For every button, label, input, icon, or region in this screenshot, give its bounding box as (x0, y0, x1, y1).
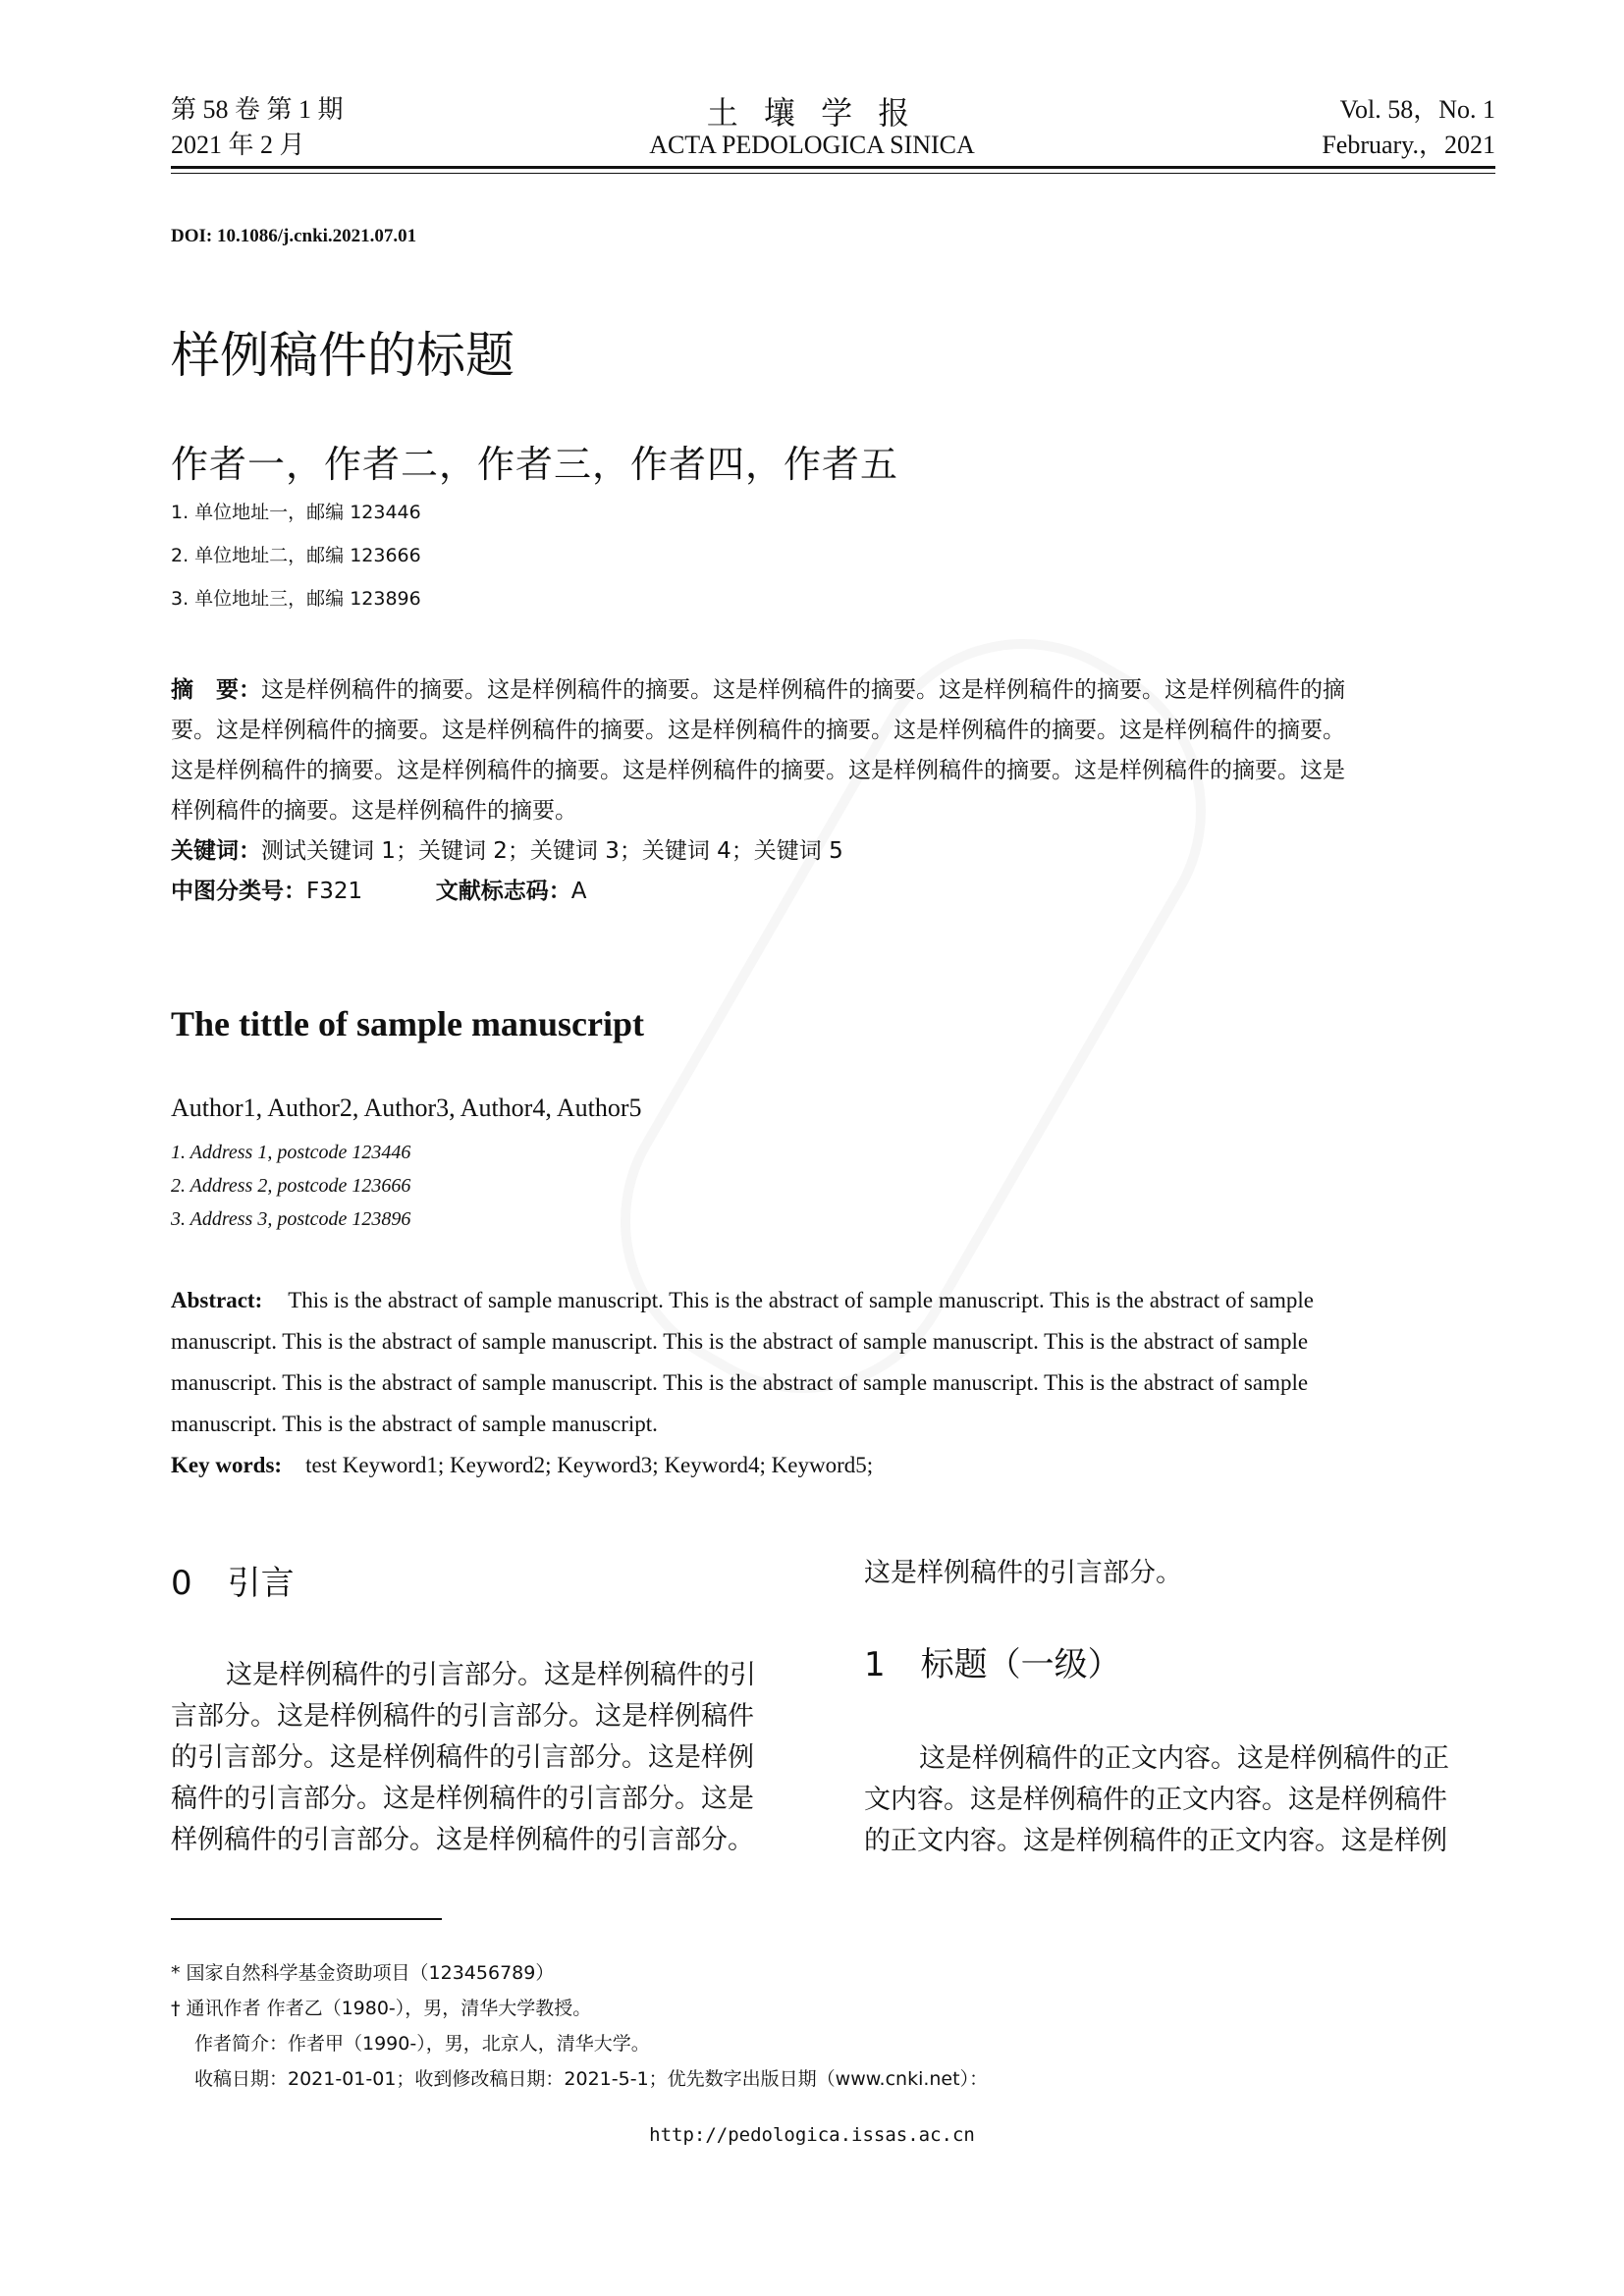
abstract-en-label: Abstract: (171, 1288, 263, 1312)
section-1-heading (864, 1637, 1121, 1685)
section-0-continued: 这是样例稿件的引言部分。 (864, 1558, 1182, 1588)
paper-title-en: The tittle of sample manuscript (171, 1004, 644, 1043)
keywords-en-label: Key words: (171, 1453, 283, 1477)
body-line: 的正文内容。这是样例稿件的正文内容。这是样例 (864, 1826, 1447, 1856)
footnotes (171, 1955, 1495, 2097)
body-line: 这是样例稿件的正文内容。这是样例稿件的正 (919, 1743, 1449, 1774)
abstract-cn-label: 摘 要： (171, 677, 261, 703)
header-rule-thin (171, 173, 1495, 174)
affiliation-cn: 3. 单位地址三，邮编 123896 (171, 588, 421, 610)
clc-label: 中图分类号： (171, 879, 306, 904)
journal-title-en: ACTA PEDOLOGICA SINICA (649, 131, 975, 159)
section-title: 标题（一级） (920, 1645, 1121, 1684)
affiliation-cn: 2. 单位地址二，邮编 123666 (171, 545, 421, 566)
dates-footnote: 收稿日期：2021-01-01；收到修改稿日期：2021-5-1；优先数字出版日期（www.cnki.net）： (194, 2068, 989, 2090)
affiliations-en (171, 1136, 410, 1236)
abstract-en-line: This is the abstract of sample manuscript. This is the abstract of sample manuscript. This is the abstract of sample (288, 1288, 1315, 1312)
journal-url[interactable]: http://pedologica.issas.ac.cn (649, 2124, 975, 2146)
journal-title-cn: 土 壤 学 报 (706, 94, 918, 132)
affiliation-en: 1. Address 1, postcode 123446 (171, 1142, 411, 1163)
keywords-cn-label: 关键词： (171, 838, 261, 864)
abstract-en-line: manuscript. This is the abstract of sample manuscript. This is the abstract of sample manuscript. This is the abstract of sample (171, 1329, 1309, 1354)
doc-code-label: 文献标志码： (435, 879, 571, 904)
body-line: 的引言部分。这是样例稿件的引言部分。这是样例 (171, 1742, 754, 1773)
affiliation-en: 3. Address 3, postcode 123896 (171, 1208, 411, 1230)
section-0-heading (171, 1556, 295, 1604)
affiliations-cn (171, 491, 421, 620)
body-line: 这是样例稿件的引言部分。这是样例稿件的引 (226, 1660, 756, 1690)
author-bio-footnote: 作者简介：作者甲（1990-），男，北京人，清华大学。 (194, 2033, 650, 2055)
body-line: 文内容。这是样例稿件的正文内容。这是样例稿件 (864, 1785, 1447, 1815)
date-en: February.，2021 (1322, 131, 1495, 159)
date-cn: 2021 年 2 月 (171, 131, 305, 159)
abstract-cn-line: 这是样例稿件的摘要。这是样例稿件的摘要。这是样例稿件的摘要。这是样例稿件的摘要。这是样例稿件的摘 (261, 677, 1345, 703)
section-1-body (864, 1738, 1495, 1862)
doi: DOI: 10.1086/j.cnki.2021.07.01 (171, 226, 417, 246)
abstract-en (171, 1280, 1495, 1486)
abstract-en-line: manuscript. This is the abstract of sample manuscript. This is the abstract of sample manuscript. This is the abstract of sample (171, 1370, 1309, 1395)
keywords-en: test Keyword1; Keyword2; Keyword3; Keyword4; Keyword5; (305, 1453, 874, 1477)
section-number: 0 (171, 1564, 192, 1603)
abstract-cn-line: 这是样例稿件的摘要。这是样例稿件的摘要。这是样例稿件的摘要。这是样例稿件的摘要。这是样例稿件的摘要。这是 (171, 758, 1345, 783)
fund-footnote: * 国家自然科学基金资助项目（123456789） (171, 1962, 555, 1984)
footnote-separator (171, 1918, 442, 1920)
header-rule-thick (171, 166, 1495, 169)
abstract-cn-line: 样例稿件的摘要。这是样例稿件的摘要。 (171, 798, 577, 824)
volume-issue-cn: 第 58 卷 第 1 期 (171, 95, 344, 124)
affiliation-en: 2. Address 2, postcode 123666 (171, 1175, 411, 1197)
abstract-en-line: manuscript. This is the abstract of sample manuscript. (171, 1412, 658, 1436)
section-number: 1 (864, 1645, 886, 1684)
volume-issue-en: Vol. 58，No. 1 (1339, 95, 1495, 124)
body-line: 样例稿件的引言部分。这是样例稿件的引言部分。 (171, 1825, 754, 1855)
authors-cn: 作者一，作者二，作者三，作者四，作者五 (171, 443, 899, 486)
clc-value: F321 (306, 879, 363, 904)
body-line: 稿件的引言部分。这是样例稿件的引言部分。这是 (171, 1784, 754, 1814)
section-0-body (171, 1655, 804, 1861)
corresponding-author-footnote: † 通讯作者 作者乙（1980-），男，清华大学教授。 (171, 1998, 592, 2019)
body-line: 言部分。这是样例稿件的引言部分。这是样例稿件 (171, 1701, 754, 1732)
affiliation-cn: 1. 单位地址一，邮编 123446 (171, 502, 421, 523)
abstract-cn (171, 670, 1495, 912)
authors-en: Author1, Author2, Author3, Author4, Author5 (171, 1094, 642, 1122)
paper-title-cn: 样例稿件的标题 (171, 327, 514, 384)
section-title: 引言 (227, 1564, 295, 1603)
abstract-cn-line: 要。这是样例稿件的摘要。这是样例稿件的摘要。这是样例稿件的摘要。这是样例稿件的摘要。这是样例稿件的摘要。 (171, 718, 1345, 743)
keywords-cn: 测试关键词 1；关键词 2；关键词 3；关键词 4；关键词 5 (261, 838, 843, 864)
doc-code-value: A (570, 879, 587, 904)
